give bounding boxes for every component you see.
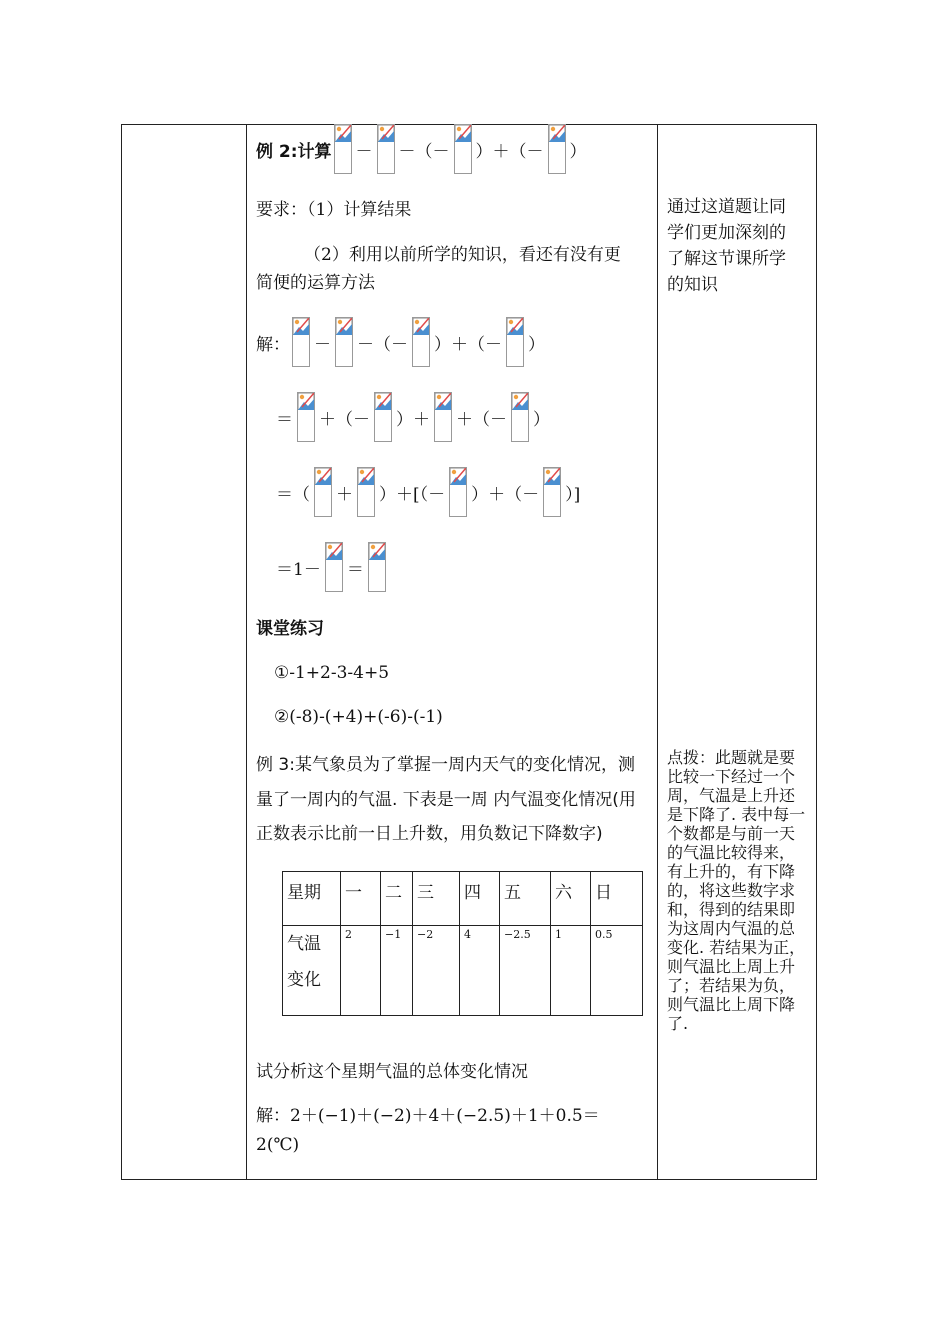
solution-line-2 bbox=[274, 392, 552, 442]
operator: ＝ bbox=[346, 559, 364, 580]
day-cell: 五 bbox=[500, 872, 551, 926]
value-cell: 0.5 bbox=[591, 926, 643, 1016]
fraction-image-placeholder bbox=[325, 542, 343, 592]
requirement-2b: 简便的运算方法 bbox=[256, 273, 375, 293]
requirement-2: （2）利用以前所学的知识，看还有没有更 bbox=[304, 245, 621, 265]
solution-line-4 bbox=[274, 542, 386, 592]
side-note-line: 学们更加深刻的 bbox=[667, 223, 786, 243]
day-cell: 六 bbox=[551, 872, 591, 926]
example2-line bbox=[256, 124, 589, 174]
fraction-image-placeholder bbox=[292, 317, 310, 367]
fraction-image-placeholder bbox=[314, 467, 332, 517]
fraction-image-placeholder bbox=[297, 392, 315, 442]
fraction-image-placeholder bbox=[374, 392, 392, 442]
table-row bbox=[283, 872, 643, 926]
fraction-image-placeholder bbox=[334, 124, 352, 174]
operator: ） bbox=[533, 409, 550, 430]
requirement-1: 要求：（1）计算结果 bbox=[256, 200, 412, 220]
operator: ）＋ bbox=[396, 409, 430, 430]
value-cell: 1 bbox=[551, 926, 591, 1016]
fraction-image-placeholder bbox=[511, 392, 529, 442]
example3-line-2: 量了一周内的气温. 下表是一周 内气温变化情况(用 bbox=[256, 790, 636, 810]
day-cell: 四 bbox=[460, 872, 500, 926]
row-label bbox=[283, 926, 341, 1016]
column-divider-left bbox=[246, 124, 247, 1180]
operator: ）＋[（－ bbox=[379, 484, 446, 505]
row-label-line-1: 气温 bbox=[287, 934, 321, 954]
operator: －（－ bbox=[398, 141, 450, 162]
fraction-image-placeholder bbox=[543, 467, 561, 517]
operator: － bbox=[314, 334, 331, 355]
day-cell: 三 bbox=[413, 872, 460, 926]
fraction-image-placeholder bbox=[368, 542, 386, 592]
operator: ） bbox=[528, 334, 545, 355]
solution-line-3 bbox=[274, 467, 582, 517]
operator: ）＋（－ bbox=[471, 484, 540, 505]
operator: ） bbox=[569, 141, 587, 162]
fraction-image-placeholder bbox=[335, 317, 353, 367]
fraction-image-placeholder bbox=[377, 124, 395, 174]
fraction-image-placeholder bbox=[548, 124, 566, 174]
fraction-image-placeholder bbox=[412, 317, 430, 367]
operator: －（－ bbox=[357, 334, 408, 355]
operator: ＋ bbox=[336, 484, 353, 505]
practice-item-1: ①-1+2-3-4+5 bbox=[274, 663, 390, 683]
fraction-image-placeholder bbox=[434, 392, 452, 442]
operator: ＋（－ bbox=[319, 409, 370, 430]
fraction-image-placeholder bbox=[449, 467, 467, 517]
value-cell: 4 bbox=[460, 926, 500, 1016]
column-divider-right bbox=[657, 124, 658, 1180]
operator: ＋（－ bbox=[456, 409, 507, 430]
side-note-line: 了解这节课所学 bbox=[667, 249, 786, 269]
day-cell: 日 bbox=[591, 872, 643, 926]
practice-item-2: ②(-8)-(+4)+(-6)-(-1) bbox=[274, 707, 443, 727]
fraction-image-placeholder bbox=[506, 317, 524, 367]
analysis-prompt: 试分析这个星期气温的总体变化情况 bbox=[256, 1062, 528, 1082]
day-cell: 一 bbox=[341, 872, 381, 926]
example3-solution-line-1: 解：2＋(−1)＋(−2)＋4＋(−2.5)＋1＋0.5＝ bbox=[256, 1106, 600, 1126]
side-note-1 bbox=[667, 194, 786, 298]
value-cell: −2.5 bbox=[500, 926, 551, 1016]
solution-prefix: 解： bbox=[256, 334, 290, 355]
side-note-line: 通过这道题让同 bbox=[667, 197, 786, 217]
operator: － bbox=[355, 141, 373, 162]
example3-solution-line-2: 2(℃) bbox=[256, 1135, 300, 1155]
example3-line-1: 例 3:某气象员为了掌握一周内天气的变化情况，测 bbox=[256, 755, 635, 775]
operator: ＝ bbox=[276, 409, 293, 430]
example2-title: 例 2:计算 bbox=[256, 141, 332, 162]
side-note-line: 的知识 bbox=[667, 275, 718, 295]
operator: ＝1－ bbox=[276, 559, 321, 580]
practice-title: 课堂练习 bbox=[256, 619, 324, 639]
value-cell: −2 bbox=[413, 926, 460, 1016]
value-cell: −1 bbox=[381, 926, 413, 1016]
fraction-image-placeholder bbox=[357, 467, 375, 517]
row-label-line-2: 变化 bbox=[287, 970, 321, 990]
solution-line-1 bbox=[256, 317, 547, 367]
operator: ）＋（－ bbox=[434, 334, 502, 355]
fraction-image-placeholder bbox=[454, 124, 472, 174]
operator: ＝（ bbox=[276, 484, 310, 505]
operator: ）＋（－ bbox=[475, 141, 544, 162]
example3-line-3: 正数表示比前一日上升数，用负数记下降数字) bbox=[256, 824, 603, 844]
value-cell: 2 bbox=[341, 926, 381, 1016]
side-note-2: 点拨：此题就是要比较一下经过一个周，气温是上升还是下降了. 表中每一个数都是与前一天的气温比较得来，有上升的，有下降的，将这些数字求和，得到的结果即为这周内气温的总变化. 若结果为正，则气温比上周上升了；若结果为负，则气温比上周下降了. bbox=[667, 748, 806, 1033]
table-row bbox=[283, 926, 643, 1016]
operator: ）] bbox=[565, 484, 581, 505]
table-header-label: 星期 bbox=[283, 872, 341, 926]
temperature-table bbox=[282, 871, 643, 1016]
day-cell: 二 bbox=[381, 872, 413, 926]
